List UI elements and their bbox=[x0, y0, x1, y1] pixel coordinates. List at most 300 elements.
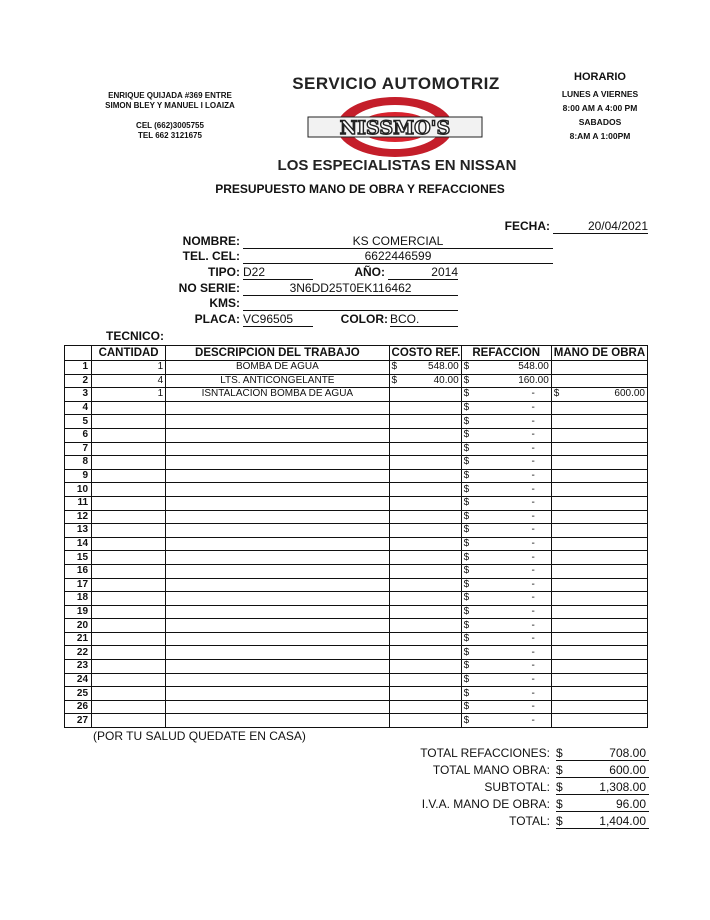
amount: - bbox=[531, 429, 535, 441]
currency-symbol: $ bbox=[463, 442, 470, 454]
row-descripcion bbox=[166, 442, 389, 456]
currency-symbol: $ bbox=[463, 633, 470, 645]
row-cantidad bbox=[92, 551, 166, 565]
currency-symbol: $ bbox=[463, 429, 470, 441]
total-label: SUBTOTAL: bbox=[484, 780, 550, 794]
row-refaccion bbox=[461, 469, 551, 483]
row-refaccion bbox=[461, 428, 551, 442]
row-refaccion bbox=[461, 578, 551, 592]
row-refaccion bbox=[461, 592, 551, 606]
currency-symbol: $ bbox=[463, 660, 470, 672]
row-costo bbox=[389, 632, 461, 646]
row-number: 13 bbox=[65, 524, 92, 538]
table-row bbox=[65, 578, 648, 592]
row-descripcion bbox=[166, 469, 389, 483]
color-label: COLOR: bbox=[340, 312, 388, 326]
serie-label: NO SERIE: bbox=[178, 281, 240, 295]
amount: - bbox=[531, 605, 535, 617]
row-cantidad bbox=[92, 415, 166, 429]
currency-symbol: $ bbox=[556, 780, 563, 794]
row-number: 1 bbox=[65, 361, 92, 375]
currency-symbol: $ bbox=[391, 361, 398, 373]
currency-symbol: $ bbox=[463, 456, 470, 468]
row-refaccion bbox=[461, 442, 551, 456]
placa-value: VC96505 bbox=[243, 312, 313, 327]
amount: 548.00 bbox=[518, 361, 549, 373]
row-refaccion bbox=[461, 673, 551, 687]
amount: - bbox=[531, 646, 535, 658]
row-descripcion bbox=[166, 578, 389, 592]
amount: - bbox=[531, 538, 535, 550]
shop-address bbox=[95, 91, 245, 141]
amount: 548.00 bbox=[428, 361, 459, 373]
table-row bbox=[65, 551, 648, 565]
row-mano-obra bbox=[551, 578, 647, 592]
row-costo bbox=[389, 660, 461, 674]
row-refaccion bbox=[461, 496, 551, 510]
kms-value bbox=[243, 296, 458, 311]
row-refaccion bbox=[461, 687, 551, 701]
anio-label: AÑO: bbox=[354, 265, 385, 279]
row-cantidad bbox=[92, 700, 166, 714]
row-number: 24 bbox=[65, 673, 92, 687]
total-row bbox=[380, 779, 649, 795]
currency-symbol: $ bbox=[463, 578, 470, 590]
table-row bbox=[65, 442, 648, 456]
schedule-line1: LUNES A VIERNES bbox=[561, 89, 639, 99]
row-costo bbox=[389, 469, 461, 483]
row-descripcion bbox=[166, 619, 389, 633]
total-label: TOTAL MANO OBRA: bbox=[432, 763, 550, 777]
row-costo bbox=[389, 673, 461, 687]
address-line2: SIMON BLEY Y MANUEL I LOAIZA bbox=[105, 101, 235, 110]
table-row bbox=[65, 660, 648, 674]
row-number: 7 bbox=[65, 442, 92, 456]
work-table bbox=[64, 345, 648, 728]
currency-symbol: $ bbox=[463, 388, 470, 400]
logo-text: NISSMO'S bbox=[339, 117, 451, 139]
row-cantidad bbox=[92, 456, 166, 470]
row-mano-obra bbox=[551, 524, 647, 538]
row-costo bbox=[389, 592, 461, 606]
row-refaccion bbox=[461, 700, 551, 714]
schedule-line2: 8:00 AM A 4:00 PM bbox=[562, 103, 638, 113]
row-mano-obra bbox=[551, 415, 647, 429]
row-refaccion bbox=[461, 564, 551, 578]
row-mano-obra bbox=[551, 619, 647, 633]
placa-label: PLACA: bbox=[194, 312, 240, 326]
currency-symbol: $ bbox=[391, 374, 398, 386]
row-descripcion bbox=[166, 524, 389, 538]
table-header bbox=[65, 346, 648, 361]
amount: - bbox=[531, 551, 535, 563]
row-costo bbox=[389, 415, 461, 429]
row-descripcion bbox=[166, 605, 389, 619]
table-row bbox=[65, 456, 648, 470]
row-mano-obra bbox=[551, 469, 647, 483]
row-mano-obra bbox=[551, 361, 647, 375]
color-value: BCO. bbox=[390, 312, 458, 327]
document-title: PRESUPUESTO MANO DE OBRA Y REFACCIONES bbox=[215, 182, 505, 196]
amount: - bbox=[531, 456, 535, 468]
brand-subtitle: LOS ESPECIALISTAS EN NISSAN bbox=[277, 157, 517, 174]
total-row bbox=[380, 745, 649, 761]
row-number: 25 bbox=[65, 687, 92, 701]
row-costo bbox=[389, 605, 461, 619]
row-refaccion bbox=[461, 660, 551, 674]
amount: - bbox=[531, 565, 535, 577]
currency-symbol: $ bbox=[556, 763, 563, 777]
currency-symbol: $ bbox=[463, 538, 470, 550]
row-refaccion bbox=[461, 605, 551, 619]
row-cantidad: 1 bbox=[92, 388, 166, 402]
row-costo bbox=[389, 619, 461, 633]
row-refaccion bbox=[461, 510, 551, 524]
row-descripcion: BOMBA DE AGUA bbox=[166, 361, 389, 375]
amount: 160.00 bbox=[518, 374, 549, 386]
schedule-line4: 8:AM A 1:00PM bbox=[569, 131, 631, 141]
row-number: 4 bbox=[65, 401, 92, 415]
row-refaccion bbox=[461, 361, 551, 375]
currency-symbol: $ bbox=[556, 814, 563, 828]
row-mano-obra bbox=[551, 660, 647, 674]
row-refaccion bbox=[461, 524, 551, 538]
table-row bbox=[65, 700, 648, 714]
row-costo bbox=[389, 714, 461, 728]
total-value: 600.00 bbox=[609, 763, 646, 777]
row-costo bbox=[389, 578, 461, 592]
row-mano-obra bbox=[551, 551, 647, 565]
row-number: 9 bbox=[65, 469, 92, 483]
currency-symbol: $ bbox=[463, 605, 470, 617]
amount: - bbox=[531, 510, 535, 522]
row-number: 18 bbox=[65, 592, 92, 606]
address-line1: ENRIQUE QUIJADA #369 ENTRE bbox=[108, 91, 232, 100]
tel-value: 6622446599 bbox=[243, 249, 553, 264]
currency-symbol: $ bbox=[463, 714, 470, 726]
row-descripcion bbox=[166, 687, 389, 701]
total-value: 708.00 bbox=[609, 746, 646, 760]
amount: - bbox=[531, 388, 535, 400]
row-costo bbox=[389, 564, 461, 578]
row-cantidad bbox=[92, 592, 166, 606]
row-cantidad bbox=[92, 428, 166, 442]
row-descripcion bbox=[166, 483, 389, 497]
row-number: 12 bbox=[65, 510, 92, 524]
row-cantidad bbox=[92, 619, 166, 633]
row-costo bbox=[389, 551, 461, 565]
row-refaccion bbox=[461, 483, 551, 497]
row-mano-obra bbox=[551, 673, 647, 687]
row-cantidad: 4 bbox=[92, 374, 166, 388]
row-number: 22 bbox=[65, 646, 92, 660]
footer-note: (POR TU SALUD QUEDATE EN CASA) bbox=[93, 729, 306, 743]
row-number: 21 bbox=[65, 632, 92, 646]
table-row bbox=[65, 483, 648, 497]
table-row bbox=[65, 361, 648, 375]
table-row bbox=[65, 469, 648, 483]
row-mano-obra bbox=[551, 510, 647, 524]
row-mano-obra bbox=[551, 632, 647, 646]
row-costo bbox=[389, 428, 461, 442]
row-mano-obra bbox=[551, 714, 647, 728]
currency-symbol: $ bbox=[463, 687, 470, 699]
row-descripcion bbox=[166, 700, 389, 714]
col-number bbox=[65, 346, 92, 361]
row-mano-obra bbox=[551, 388, 647, 402]
row-number: 27 bbox=[65, 714, 92, 728]
row-cantidad bbox=[92, 510, 166, 524]
total-row bbox=[380, 796, 649, 812]
table-row bbox=[65, 564, 648, 578]
row-number: 11 bbox=[65, 496, 92, 510]
row-costo bbox=[389, 700, 461, 714]
amount: - bbox=[531, 714, 535, 726]
currency-symbol: $ bbox=[463, 646, 470, 658]
schedule-line3: SABADOS bbox=[578, 117, 622, 127]
currency-symbol: $ bbox=[463, 497, 470, 509]
table-row bbox=[65, 401, 648, 415]
total-value: 1,404.00 bbox=[599, 814, 646, 828]
fecha-label: FECHA: bbox=[504, 219, 550, 233]
tel-number: TEL 662 3121675 bbox=[138, 131, 202, 140]
row-cantidad bbox=[92, 578, 166, 592]
row-costo bbox=[389, 483, 461, 497]
currency-symbol: $ bbox=[463, 701, 470, 713]
row-costo bbox=[389, 374, 461, 388]
row-cantidad bbox=[92, 483, 166, 497]
row-descripcion bbox=[166, 714, 389, 728]
row-descripcion bbox=[166, 456, 389, 470]
row-costo bbox=[389, 401, 461, 415]
row-cantidad bbox=[92, 660, 166, 674]
amount: - bbox=[531, 701, 535, 713]
table-row bbox=[65, 673, 648, 687]
row-costo bbox=[389, 496, 461, 510]
amount: - bbox=[531, 619, 535, 631]
row-cantidad bbox=[92, 564, 166, 578]
table-row bbox=[65, 714, 648, 728]
row-mano-obra bbox=[551, 428, 647, 442]
tipo-value: D22 bbox=[243, 265, 313, 280]
row-number: 14 bbox=[65, 537, 92, 551]
currency-symbol: $ bbox=[556, 797, 563, 811]
row-mano-obra bbox=[551, 537, 647, 551]
row-number: 20 bbox=[65, 619, 92, 633]
table-row bbox=[65, 428, 648, 442]
total-value: 96.00 bbox=[615, 797, 646, 811]
row-refaccion bbox=[461, 374, 551, 388]
row-cantidad bbox=[92, 714, 166, 728]
row-costo bbox=[389, 687, 461, 701]
row-descripcion bbox=[166, 632, 389, 646]
row-cantidad bbox=[92, 401, 166, 415]
row-number: 6 bbox=[65, 428, 92, 442]
row-descripcion bbox=[166, 428, 389, 442]
row-descripcion bbox=[166, 496, 389, 510]
row-descripcion bbox=[166, 401, 389, 415]
row-mano-obra bbox=[551, 646, 647, 660]
row-cantidad bbox=[92, 632, 166, 646]
anio-value: 2014 bbox=[388, 265, 458, 280]
row-refaccion bbox=[461, 714, 551, 728]
row-cantidad bbox=[92, 496, 166, 510]
serie-value: 3N6DD25T0EK116462 bbox=[243, 281, 458, 296]
row-refaccion bbox=[461, 415, 551, 429]
table-row bbox=[65, 646, 648, 660]
row-cantidad bbox=[92, 442, 166, 456]
row-descripcion bbox=[166, 551, 389, 565]
row-descripcion bbox=[166, 564, 389, 578]
currency-symbol: $ bbox=[463, 483, 470, 495]
amount: - bbox=[531, 497, 535, 509]
currency-symbol: $ bbox=[463, 402, 470, 414]
row-costo bbox=[389, 456, 461, 470]
currency-symbol: $ bbox=[463, 510, 470, 522]
nombre-label: NOMBRE: bbox=[182, 234, 240, 248]
row-mano-obra bbox=[551, 605, 647, 619]
currency-symbol: $ bbox=[553, 388, 560, 400]
row-descripcion bbox=[166, 592, 389, 606]
table-row bbox=[65, 496, 648, 510]
row-cantidad bbox=[92, 469, 166, 483]
row-costo bbox=[389, 646, 461, 660]
row-mano-obra bbox=[551, 483, 647, 497]
row-mano-obra bbox=[551, 456, 647, 470]
row-descripcion: LTS. ANTICONGELANTE bbox=[166, 374, 389, 388]
nombre-value: KS COMERCIAL bbox=[243, 234, 553, 249]
row-mano-obra bbox=[551, 564, 647, 578]
row-refaccion bbox=[461, 401, 551, 415]
row-mano-obra bbox=[551, 496, 647, 510]
col-refaccion: REFACCION bbox=[461, 346, 551, 361]
amount: 40.00 bbox=[433, 374, 459, 386]
row-descripcion bbox=[166, 537, 389, 551]
amount: 600.00 bbox=[614, 388, 645, 400]
row-costo bbox=[389, 510, 461, 524]
amount: - bbox=[531, 415, 535, 427]
schedule-title: HORARIO bbox=[574, 71, 626, 83]
total-value: 1,308.00 bbox=[599, 780, 646, 794]
currency-symbol: $ bbox=[556, 746, 563, 760]
row-costo bbox=[389, 537, 461, 551]
currency-symbol: $ bbox=[463, 524, 470, 536]
amount: - bbox=[531, 660, 535, 672]
amount: - bbox=[531, 687, 535, 699]
row-descripcion: ISNTALACION BOMBA DE AGUA bbox=[166, 388, 389, 402]
row-cantidad bbox=[92, 605, 166, 619]
row-refaccion bbox=[461, 646, 551, 660]
amount: - bbox=[531, 633, 535, 645]
currency-symbol: $ bbox=[463, 551, 470, 563]
kms-label: KMS: bbox=[209, 296, 240, 310]
table-row bbox=[65, 619, 648, 633]
row-number: 19 bbox=[65, 605, 92, 619]
row-number: 17 bbox=[65, 578, 92, 592]
amount: - bbox=[531, 402, 535, 414]
row-number: 5 bbox=[65, 415, 92, 429]
row-cantidad bbox=[92, 687, 166, 701]
row-refaccion bbox=[461, 551, 551, 565]
row-mano-obra bbox=[551, 442, 647, 456]
row-refaccion bbox=[461, 619, 551, 633]
amount: - bbox=[531, 442, 535, 454]
row-mano-obra bbox=[551, 687, 647, 701]
row-refaccion bbox=[461, 388, 551, 402]
currency-symbol: $ bbox=[463, 592, 470, 604]
amount: - bbox=[531, 578, 535, 590]
table-row bbox=[65, 415, 648, 429]
amount: - bbox=[531, 470, 535, 482]
row-mano-obra bbox=[551, 401, 647, 415]
nissmos-logo bbox=[300, 96, 490, 163]
amount: - bbox=[531, 524, 535, 536]
row-number: 23 bbox=[65, 660, 92, 674]
row-descripcion bbox=[166, 415, 389, 429]
table-row bbox=[65, 537, 648, 551]
table-row bbox=[65, 632, 648, 646]
table-row bbox=[65, 605, 648, 619]
tecnico-label: TECNICO: bbox=[106, 329, 164, 343]
currency-symbol: $ bbox=[463, 361, 470, 373]
amount: - bbox=[531, 673, 535, 685]
row-mano-obra bbox=[551, 700, 647, 714]
row-costo bbox=[389, 361, 461, 375]
tel-label: TEL. CEL: bbox=[182, 249, 240, 263]
row-refaccion bbox=[461, 456, 551, 470]
row-costo bbox=[389, 524, 461, 538]
col-descripcion: DESCRIPCION DEL TRABAJO bbox=[166, 346, 389, 361]
table-row bbox=[65, 524, 648, 538]
table-row bbox=[65, 592, 648, 606]
row-cantidad bbox=[92, 524, 166, 538]
total-row bbox=[380, 762, 649, 778]
row-refaccion bbox=[461, 537, 551, 551]
schedule bbox=[540, 71, 660, 143]
row-descripcion bbox=[166, 510, 389, 524]
currency-symbol: $ bbox=[463, 470, 470, 482]
amount: - bbox=[531, 592, 535, 604]
col-costo: COSTO REF. bbox=[389, 346, 461, 361]
total-label: TOTAL: bbox=[509, 814, 550, 828]
total-label: TOTAL REFACCIONES: bbox=[420, 746, 550, 760]
row-number: 3 bbox=[65, 388, 92, 402]
amount: - bbox=[531, 483, 535, 495]
row-number: 26 bbox=[65, 700, 92, 714]
row-number: 2 bbox=[65, 374, 92, 388]
fecha-value: 20/04/2021 bbox=[553, 219, 648, 234]
currency-symbol: $ bbox=[463, 673, 470, 685]
col-mano-obra: MANO DE OBRA bbox=[551, 346, 647, 361]
row-descripcion bbox=[166, 660, 389, 674]
row-cantidad bbox=[92, 537, 166, 551]
table-row bbox=[65, 388, 648, 402]
currency-symbol: $ bbox=[463, 565, 470, 577]
row-number: 10 bbox=[65, 483, 92, 497]
total-label: I.V.A. MANO DE OBRA: bbox=[421, 797, 550, 811]
row-number: 16 bbox=[65, 564, 92, 578]
brand-title: SERVICIO AUTOMOTRIZ bbox=[292, 74, 500, 93]
row-number: 8 bbox=[65, 456, 92, 470]
row-costo bbox=[389, 388, 461, 402]
row-cantidad bbox=[92, 673, 166, 687]
table-row bbox=[65, 374, 648, 388]
row-costo bbox=[389, 442, 461, 456]
row-refaccion bbox=[461, 632, 551, 646]
cel-number: CEL (662)3005755 bbox=[136, 121, 204, 130]
currency-symbol: $ bbox=[463, 374, 470, 386]
row-descripcion bbox=[166, 673, 389, 687]
